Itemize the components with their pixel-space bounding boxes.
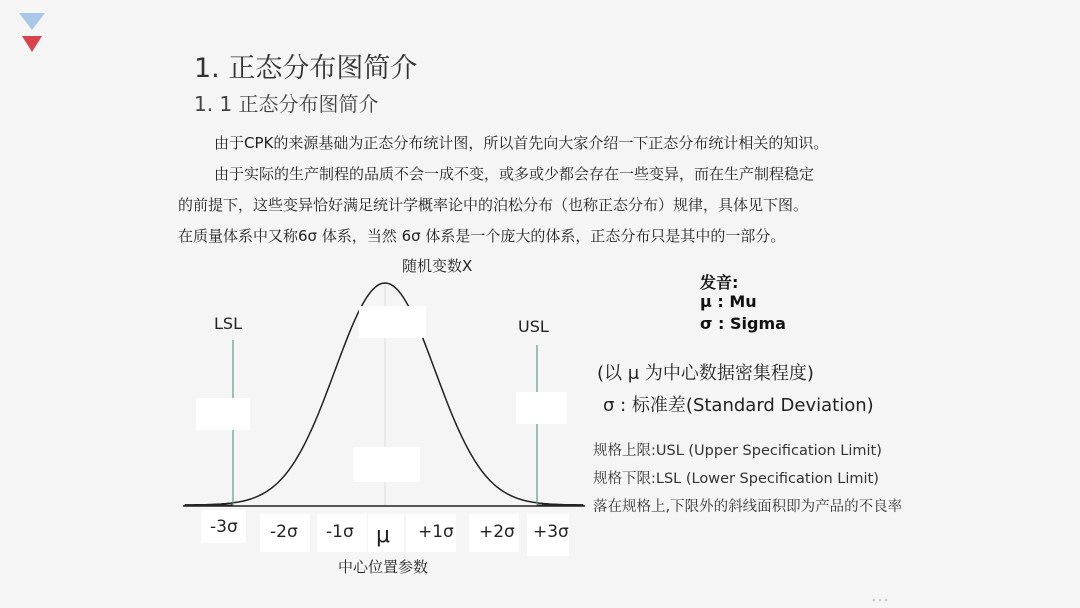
tick-label-plus-2-sigma: +2σ [479,522,515,542]
lsl-note: 规格下限:LSL (Lower Specification Limit) [593,471,879,487]
tick-label-plus-3-sigma: +3σ [533,522,569,542]
paragraph-3: 的前提下，这些变异恰好满足统计学概率论中的泊松分布（也称正态分布）规律，具体见下图。 [178,196,809,214]
section-subtitle: 1. 1 正态分布图简介 [194,92,379,116]
paragraph-1: 由于CPK的来源基础为正态分布统计图，所以首先向大家介绍一下正态分布统计相关的知识。 [214,134,829,152]
mu-label: μ [376,523,390,548]
label-box [359,306,426,338]
defect-rate-note: 落在规格上,下限外的斜线面积即为产品的不良率 [593,499,903,515]
pronunciation-heading: 发音: [700,273,739,292]
usl-note: 规格上限:USL (Upper Specification Limit) [593,443,882,459]
page-title: 1. 正态分布图简介 [194,53,418,84]
paragraph-2: 由于实际的生产制程的品质不会一成不变，或多或少都会存在一些变异，而在生产制程稳定 [214,165,815,183]
usl-label: USL [518,317,549,336]
pronunciation-mu: μ : Mu [700,292,757,311]
sigma-description: σ : 标准差(Standard Deviation) [603,395,874,416]
tick-label-minus-3-sigma: -3σ [210,517,238,537]
tick-label-minus-2-sigma: -2σ [270,522,298,542]
decorative-dots-icon [870,596,890,604]
lsl-label: LSL [214,314,242,333]
label-box [353,447,420,482]
label-box [516,392,567,424]
mu-description: (以 μ 为中心数据密集程度) [597,363,814,384]
tick-label-plus-1-sigma: +1σ [418,522,454,542]
tick-label-minus-1-sigma: -1σ [326,522,354,542]
label-box [196,398,250,430]
pronunciation-sigma: σ : Sigma [700,314,786,333]
random-variable-label: 随机变数X [402,257,473,275]
paragraph-4: 在质量体系中又称6σ 体系，当然 6σ 体系是一个庞大的体系，正态分布只是其中的一部分。 [178,227,786,245]
center-parameter-label: 中心位置参数 [338,558,429,576]
